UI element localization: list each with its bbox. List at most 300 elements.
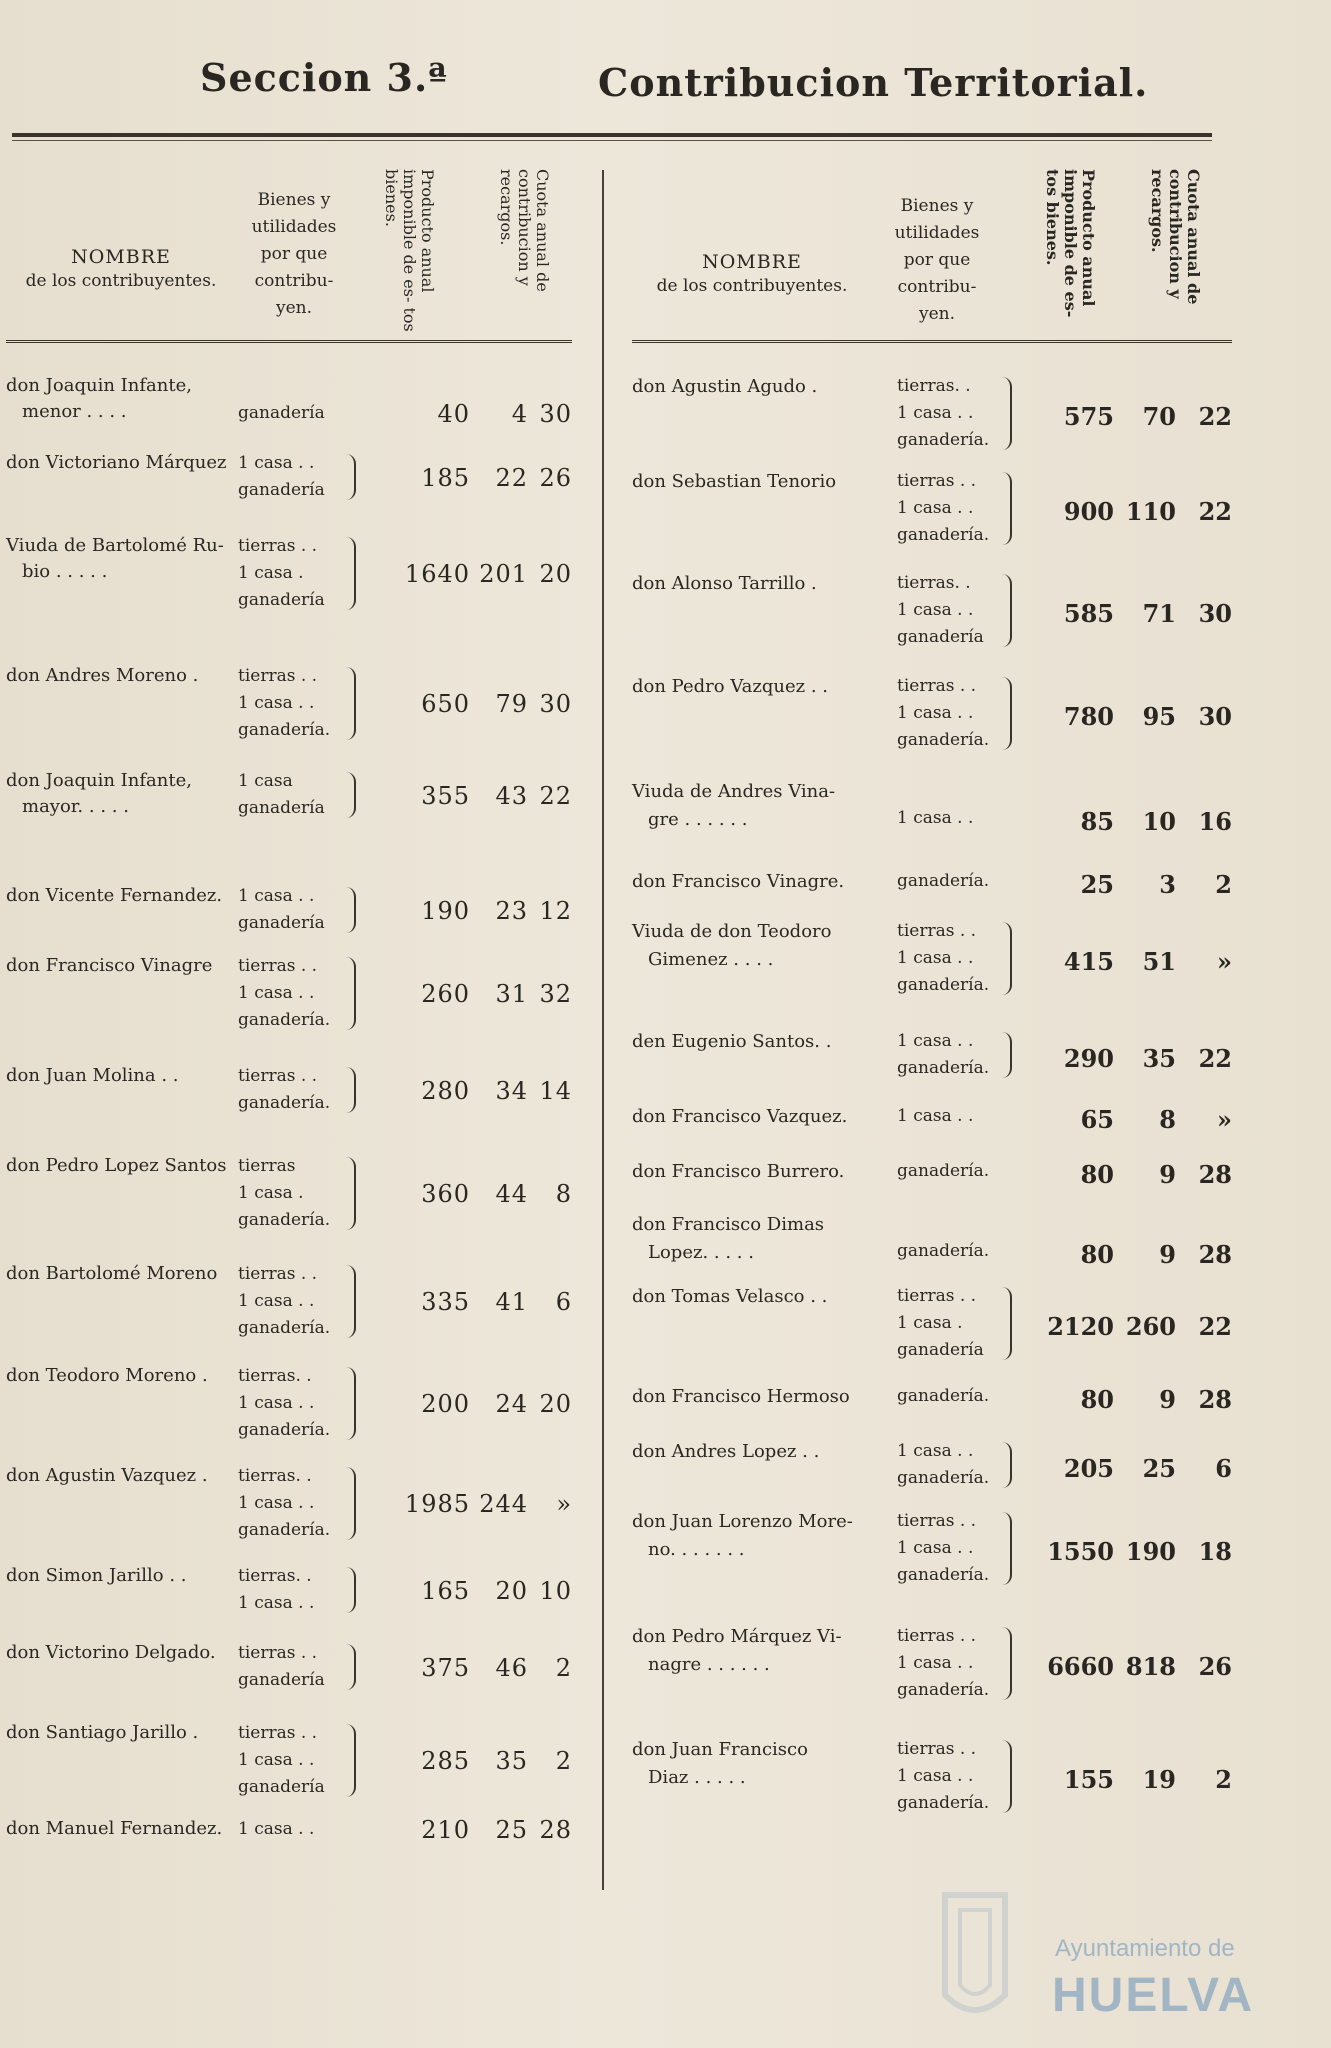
producto-value: 40	[437, 400, 470, 428]
cuota-reales: 190	[1125, 1537, 1176, 1566]
goods-item: 1 casa .	[897, 1313, 963, 1333]
goods-item: 1 casa .	[238, 563, 304, 583]
producto-value: 6660	[1047, 1652, 1114, 1681]
grouping-brace	[1002, 472, 1012, 545]
cuota-maravedis: »	[556, 1490, 572, 1518]
grouping-brace	[1002, 1740, 1012, 1813]
header-bienes-line: Bienes y	[900, 196, 974, 216]
goods-item: tierras . .	[238, 536, 318, 556]
grouping-brace	[1002, 1032, 1012, 1078]
goods-list	[238, 768, 325, 822]
goods-item: ganadería	[238, 480, 325, 500]
goods-item: ganadería	[238, 798, 325, 818]
goods-item: ganadería.	[897, 1565, 990, 1585]
cuota-maravedis: 18	[1198, 1537, 1232, 1566]
cuota-reales: 4	[511, 400, 528, 428]
contributor-name	[632, 1438, 819, 1466]
contributor-name	[632, 1158, 844, 1186]
goods-list	[897, 570, 984, 651]
left-table	[6, 165, 572, 1844]
contributor-name-line: Viuda de don Teodoro	[632, 921, 832, 942]
goods-item: 1 casa . .	[897, 1538, 974, 1558]
contributor-name	[6, 450, 227, 476]
contributor-name-line: den Eugenio Santos. .	[632, 1031, 832, 1052]
goods-list	[238, 1261, 330, 1342]
cuota-maravedis: 2	[555, 1653, 572, 1682]
left-table-header	[6, 165, 572, 343]
contributor-name-line: don Pedro Vazquez . .	[632, 676, 829, 697]
producto-value: 2120	[1047, 1312, 1114, 1341]
goods-item: 1 casa . .	[238, 983, 315, 1003]
header-bienes-line: utilidades	[251, 217, 337, 237]
cuota-maravedis: 30	[1198, 702, 1232, 731]
cuota-reales: 244	[479, 1490, 528, 1518]
grouping-brace	[346, 772, 356, 818]
goods-item: 1 casa . .	[238, 886, 315, 906]
producto-value: 80	[1080, 1240, 1114, 1269]
cuota-maravedis: 20	[539, 560, 572, 588]
producto-value: 85	[1080, 807, 1114, 836]
cuota-reales: 23	[495, 896, 528, 925]
cuota-maravedis: 28	[1198, 1385, 1232, 1414]
contributor-name	[632, 1623, 842, 1679]
goods-list	[238, 1720, 325, 1801]
cuota-reales: 9	[1159, 1160, 1176, 1189]
goods-list	[897, 1103, 973, 1130]
goods-list	[238, 663, 330, 744]
goods-item: 1 casa . .	[897, 498, 974, 518]
goods-item: tierras . .	[897, 676, 977, 696]
goods-item: ganadería.	[238, 1010, 331, 1030]
cuota-reales: 35	[495, 1747, 528, 1775]
contributor-name-line: don Victoriano Márquez	[6, 452, 227, 473]
contributor-name	[632, 1736, 808, 1792]
cuota-reales: 3	[1159, 870, 1176, 899]
goods-item: ganadería	[238, 1670, 325, 1690]
cuota-reales: 51	[1142, 947, 1176, 976]
goods-item: ganadería.	[897, 1241, 990, 1261]
producto-value: 575	[1063, 402, 1114, 431]
grouping-brace	[346, 1157, 356, 1230]
producto-value: 65	[1080, 1105, 1114, 1134]
goods-item: tierras. .	[897, 573, 971, 593]
goods-item: tierras . .	[897, 1511, 977, 1531]
page-header	[0, 55, 1331, 115]
producto-value: 335	[421, 1288, 470, 1316]
goods-item: 1 casa . .	[897, 1441, 974, 1461]
cuota-reales: 201	[479, 560, 528, 588]
cuota-reales: 35	[1142, 1043, 1176, 1073]
goods-item: ganadería	[897, 1340, 984, 1360]
contributor-name-line: don Joaquin Infante,	[6, 375, 192, 396]
contributor-name	[6, 1153, 226, 1179]
goods-item: ganadería.	[897, 1058, 990, 1078]
header-bienes-line: contribu-	[254, 271, 334, 291]
cuota-maravedis: 26	[539, 463, 572, 492]
cuota-maravedis: 28	[1198, 1240, 1232, 1269]
goods-item: ganadería.	[238, 720, 331, 740]
cuota-reales: 71	[1142, 599, 1176, 628]
goods-item: 1 casa . .	[897, 1031, 974, 1051]
goods-list	[238, 1816, 314, 1843]
contributor-name-line: don Tomas Velasco . .	[632, 1286, 828, 1307]
goods-item: ganadería	[897, 627, 984, 647]
producto-value: 155	[1063, 1765, 1114, 1794]
goods-list	[897, 868, 989, 895]
contributor-name-line: don Pedro Lopez Santos	[6, 1155, 227, 1176]
cuota-reales: 20	[495, 1576, 528, 1605]
grouping-brace	[346, 1567, 356, 1613]
contributor-name-line: don Francisco Dimas	[632, 1214, 825, 1235]
goods-item: ganadería.	[897, 525, 990, 545]
contributor-name-line: don Andres Moreno .	[6, 665, 199, 686]
contributor-name	[632, 1283, 827, 1311]
contributor-name-line: don Joaquin Infante,	[6, 770, 192, 791]
goods-list	[238, 1363, 330, 1444]
contributor-name-line: don Juan Molina . .	[6, 1065, 179, 1086]
cuota-reales: 22	[495, 463, 528, 492]
header-name	[632, 250, 872, 298]
producto-value: 650	[421, 690, 470, 718]
producto-value: 260	[421, 980, 470, 1008]
goods-item: 1 casa . .	[238, 1493, 315, 1513]
header-cuota: Cuota anual de contribucion y recargos.	[497, 169, 552, 292]
cuota-maravedis: 30	[1198, 599, 1232, 628]
goods-list	[238, 1640, 325, 1694]
goods-list	[897, 918, 989, 999]
producto-value: 205	[1063, 1453, 1114, 1483]
goods-item: ganadería.	[897, 1680, 990, 1700]
cuota-reales: 44	[495, 1180, 528, 1208]
goods-list	[238, 1563, 314, 1617]
grouping-brace	[346, 1265, 356, 1338]
grouping-brace	[1002, 377, 1012, 450]
contributor-name	[632, 918, 831, 974]
header-name-line1: NOMBRE	[71, 246, 171, 268]
producto-value: 185	[421, 463, 470, 492]
goods-item: tierras . .	[238, 956, 318, 976]
contributor-name	[6, 533, 224, 585]
contributor-name-line: Lopez. . . . .	[648, 1242, 754, 1263]
goods-list	[238, 1153, 330, 1234]
contributor-name-line: no. . . . . . .	[648, 1539, 745, 1560]
cuota-reales: 9	[1159, 1385, 1176, 1414]
contributor-name-line: don Francisco Hermoso	[632, 1386, 850, 1407]
goods-list	[238, 883, 325, 937]
cuota-maravedis: 8	[555, 1180, 572, 1208]
cuota-maravedis: 30	[539, 400, 572, 428]
goods-item: tierras . .	[897, 1739, 977, 1759]
header-bienes	[234, 187, 354, 322]
cuota-reales: 24	[495, 1390, 528, 1418]
cuota-reales: 31	[495, 980, 528, 1008]
header-name-line1: NOMBRE	[702, 251, 802, 273]
goods-list	[897, 1438, 989, 1492]
contributor-name-line: bio . . . . .	[22, 561, 108, 582]
goods-item: 1 casa . .	[897, 948, 974, 968]
contributor-name	[632, 373, 817, 401]
grouping-brace	[1002, 922, 1012, 995]
contributor-name	[6, 1720, 198, 1746]
grouping-brace	[1002, 1627, 1012, 1700]
contributor-name	[632, 868, 844, 896]
contributor-name-line: mayor. . . . .	[22, 796, 129, 817]
goods-item: tierras . .	[897, 921, 977, 941]
contributor-name-line: don Francisco Vazquez.	[632, 1106, 848, 1127]
contributor-name-line: don Andres Lopez . .	[632, 1441, 820, 1462]
contributor-name-line: don Juan Francisco	[632, 1739, 808, 1760]
producto-value: 280	[421, 1076, 470, 1105]
contributor-name-line: don Agustin Agudo .	[632, 376, 818, 397]
goods-item: ganadería	[238, 590, 325, 610]
contributor-name-line: Viuda de Bartolomé Ru-	[6, 535, 224, 556]
header-bienes-line: por que	[903, 250, 971, 270]
cuota-maravedis: 10	[539, 1576, 572, 1605]
cuota-maravedis: »	[1217, 1105, 1232, 1134]
goods-item: 1 casa . .	[897, 808, 974, 828]
cuota-reales: 260	[1125, 1312, 1176, 1341]
header-bienes-line: yen.	[918, 304, 956, 324]
goods-item: ganadería	[238, 1777, 325, 1797]
contributor-name-line: don Francisco Vinagre.	[632, 871, 845, 892]
cuota-maravedis: 2	[1215, 870, 1232, 899]
grouping-brace	[346, 667, 356, 740]
producto-value: 780	[1063, 702, 1114, 731]
cuota-maravedis: 12	[539, 896, 572, 925]
grouping-brace	[1002, 677, 1012, 750]
header-name-line2: de los contribuyentes.	[656, 276, 848, 296]
grouping-brace	[346, 887, 356, 933]
grouping-brace	[346, 1367, 356, 1440]
cuota-reales: 34	[495, 1076, 528, 1105]
goods-item: 1 casa . .	[238, 693, 315, 713]
goods-item: tierras . .	[897, 1626, 977, 1646]
contributor-name-line: don Francisco Vinagre	[6, 955, 213, 976]
goods-item: 1 casa . .	[238, 1593, 315, 1613]
goods-item: 1 casa . .	[897, 403, 974, 423]
cuota-reales: 818	[1125, 1652, 1176, 1681]
grouping-brace	[346, 1067, 356, 1113]
cuota-maravedis: 22	[1198, 402, 1232, 431]
contributor-name	[6, 883, 222, 909]
producto-value: 25	[1080, 870, 1114, 899]
header-producto: Producto anual imponible de es- tos bienes.	[382, 169, 437, 332]
contributor-name-line: don Victorino Delgado.	[6, 1642, 216, 1663]
contributor-name	[632, 673, 828, 701]
goods-item: tierras . .	[238, 1643, 318, 1663]
contributor-name-line: don Juan Lorenzo More-	[632, 1511, 853, 1532]
cuota-reales: 25	[1142, 1453, 1176, 1483]
contributor-name-line: don Pedro Márquez Vi-	[632, 1626, 842, 1647]
contributor-name-line: don Vicente Fernandez.	[6, 885, 223, 906]
cuota-reales: 8	[1159, 1105, 1176, 1134]
cuota-maravedis: 14	[539, 1076, 572, 1105]
goods-item: tierras . .	[238, 1066, 318, 1086]
contributor-name	[6, 953, 212, 979]
header-rule-thin	[12, 140, 1212, 141]
goods-list	[238, 953, 330, 1034]
cuota-maravedis: 6	[555, 1288, 572, 1316]
producto-value: 290	[1063, 1043, 1114, 1073]
cuota-reales: 25	[495, 1816, 528, 1844]
goods-list	[897, 1238, 989, 1265]
goods-item: ganadería	[238, 913, 325, 933]
cuota-reales: 110	[1125, 497, 1176, 526]
contributor-name-line: Gimenez . . . .	[648, 949, 774, 970]
producto-value: 190	[421, 896, 470, 925]
section-title: Seccion 3.ª	[200, 55, 448, 100]
cuota-maravedis: 22	[539, 781, 572, 810]
producto-value: 1550	[1047, 1537, 1114, 1566]
grouping-brace	[346, 1467, 356, 1540]
goods-list	[897, 673, 989, 754]
grouping-brace	[346, 1644, 356, 1690]
goods-item: ganadería.	[897, 1793, 990, 1813]
goods-item: ganadería	[238, 403, 325, 423]
goods-list	[897, 1508, 989, 1589]
contributor-name	[6, 1063, 179, 1089]
producto-value: 355	[421, 781, 470, 810]
contributor-name	[632, 1103, 847, 1131]
contributor-name	[632, 1508, 853, 1564]
goods-list	[238, 533, 325, 614]
cuota-maravedis: 28	[539, 1816, 572, 1844]
cuota-reales: 70	[1142, 402, 1176, 431]
contributor-name-line: don Sebastian Tenorio	[632, 471, 837, 492]
grouping-brace	[346, 454, 356, 500]
contributor-name-line: Diaz . . . . .	[648, 1767, 746, 1788]
contributor-name	[6, 1363, 208, 1389]
goods-item: 1 casa . .	[238, 1750, 315, 1770]
cuota-maravedis: 22	[1198, 1312, 1232, 1341]
goods-item: ganadería.	[897, 1161, 990, 1181]
cuota-reales: 79	[495, 690, 528, 718]
goods-item: ganadería.	[897, 730, 990, 750]
grouping-brace	[1002, 574, 1012, 647]
contributor-name-line: nagre . . . . . .	[648, 1654, 770, 1675]
cuota-maravedis: 26	[1198, 1652, 1232, 1681]
header-bienes-line: yen.	[275, 298, 313, 318]
goods-item: ganadería.	[238, 1318, 331, 1338]
cuota-reales: 10	[1142, 807, 1176, 836]
header-bienes-line: utilidades	[894, 223, 980, 243]
producto-value: 1640	[404, 560, 470, 588]
goods-item: ganadería.	[897, 1386, 990, 1406]
goods-item: 1 casa . .	[238, 453, 315, 473]
goods-item: 1 casa .	[238, 1183, 304, 1203]
header-name-line2: de los contribuyentes.	[25, 271, 217, 291]
goods-item: 1 casa . .	[897, 703, 974, 723]
goods-item: 1 casa . .	[238, 1819, 315, 1839]
goods-list	[238, 400, 325, 427]
goods-list	[238, 1463, 330, 1544]
goods-list	[897, 1383, 989, 1410]
contributor-name-line: don Santiago Jarillo .	[6, 1722, 199, 1743]
contributor-name	[6, 768, 192, 820]
cuota-maravedis: 16	[1198, 807, 1232, 836]
contributor-name-line: don Teodoro Moreno .	[6, 1365, 208, 1386]
producto-value: 285	[421, 1747, 470, 1775]
cuota-maravedis: 22	[1198, 497, 1232, 526]
contributor-name	[6, 1563, 187, 1589]
header-bienes-line: contribu-	[897, 277, 977, 297]
goods-item: tierras. .	[238, 1566, 312, 1586]
header-bienes-line: por que	[260, 244, 328, 264]
right-table-header	[632, 165, 1232, 343]
contributor-name	[6, 1261, 217, 1287]
contributor-name	[6, 1816, 222, 1842]
cuota-reales: 19	[1142, 1765, 1176, 1794]
goods-list	[897, 373, 989, 454]
cuota-reales: 41	[495, 1288, 528, 1316]
header-bienes	[882, 193, 992, 328]
goods-item: tierras . .	[238, 1264, 318, 1284]
contributor-name-line: don Francisco Burrero.	[632, 1161, 845, 1182]
goods-item: ganadería.	[897, 975, 990, 995]
producto-value: 1985	[404, 1490, 470, 1518]
goods-item: ganadería.	[238, 1210, 331, 1230]
column-divider	[602, 170, 604, 1890]
contributor-name	[632, 468, 836, 496]
producto-value: 165	[421, 1576, 470, 1605]
goods-list	[897, 1283, 984, 1364]
contributor-name-line: don Agustin Vazquez .	[6, 1465, 208, 1486]
contributor-name	[632, 1028, 831, 1056]
watermark-line2: HUELVA	[1052, 1969, 1255, 2022]
goods-item: ganadería.	[238, 1420, 331, 1440]
goods-list	[897, 1158, 989, 1185]
goods-list	[897, 468, 989, 549]
cuota-maravedis: 2	[555, 1747, 572, 1775]
contributor-name	[632, 778, 835, 834]
producto-value: 360	[421, 1180, 470, 1208]
goods-list	[897, 1623, 989, 1704]
header-name	[6, 245, 236, 293]
contributor-name-line: menor . . . .	[22, 401, 127, 422]
contributor-name-line: don Bartolomé Moreno	[6, 1263, 218, 1284]
grouping-brace	[346, 537, 356, 610]
goods-item: 1 casa . .	[897, 600, 974, 620]
producto-value: 200	[421, 1390, 470, 1418]
cuota-maravedis: 30	[539, 690, 572, 718]
contributor-name-line: don Simon Jarillo . .	[6, 1565, 187, 1586]
goods-item: 1 casa . .	[897, 1106, 974, 1126]
grouping-brace	[1002, 1287, 1012, 1360]
goods-item: tierras. .	[238, 1466, 312, 1486]
goods-item: tierras. .	[238, 1366, 312, 1386]
header-bienes-line: Bienes y	[257, 190, 331, 210]
contributor-name-line: don Manuel Fernandez.	[6, 1818, 223, 1839]
header-rule	[12, 133, 1212, 137]
goods-list	[897, 1736, 989, 1817]
goods-item: tierras . .	[238, 666, 318, 686]
cuota-reales: 46	[495, 1653, 528, 1682]
contributor-name	[632, 1211, 824, 1267]
producto-value: 415	[1063, 947, 1114, 976]
goods-list	[897, 805, 973, 832]
cuota-reales: 9	[1159, 1240, 1176, 1269]
grouping-brace	[346, 1724, 356, 1797]
producto-value: 375	[421, 1653, 470, 1682]
goods-item: tierras . .	[238, 1723, 318, 1743]
contributor-name	[632, 570, 817, 598]
goods-item: ganadería.	[238, 1520, 331, 1540]
goods-item: tierras. .	[897, 376, 971, 396]
contributor-name-line: gre . . . . . .	[648, 809, 748, 830]
goods-list	[897, 1028, 989, 1082]
goods-item: tierras . .	[897, 1286, 977, 1306]
producto-value: 80	[1080, 1160, 1114, 1189]
